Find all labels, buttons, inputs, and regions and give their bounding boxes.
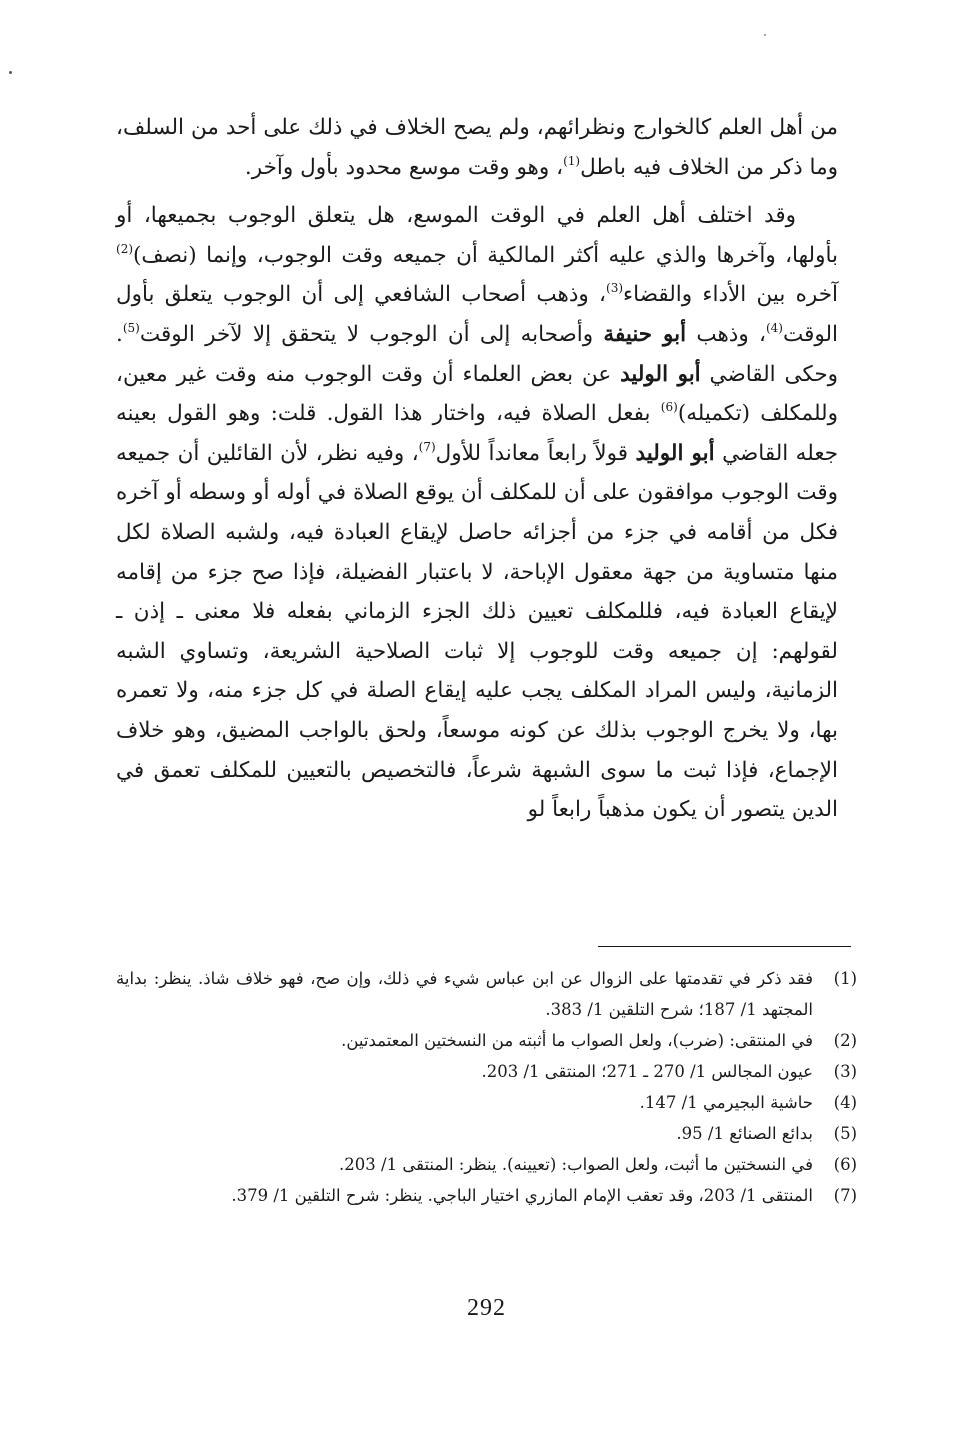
footnote-item [116,1180,857,1211]
footnote-marker: (5) [122,320,140,335]
footnote-text: بدائع الصنائع 1/ 95. [676,1124,813,1143]
footnotes-list [116,963,857,1211]
footnote-marker: (1) [563,153,581,168]
text-run: . وحكى القاضي [116,321,838,387]
text-run: ، وذهب [686,321,766,347]
footnote-number: (4) [833,1093,857,1112]
footnote-marker: (6) [660,400,678,415]
footnote-text: حاشية البجيرمي 1/ 147. [639,1093,813,1112]
footnote-item [116,1149,857,1180]
footnote-text: في النسختين ما أثبت، ولعل الصواب: (تعيينه). ينظر: المنتقى 1/ 203. [339,1155,813,1174]
footnote-item [116,963,857,1025]
text-run: وأصحابه إلى أن الوجوب لا يتحقق إلا لآخر الوقت [139,321,604,347]
footnote-text: المنتقى 1/ 203، وقد تعقب الإمام المازري اختيار الباجي. ينظر: شرح التلقين 1/ 379. [231,1186,813,1205]
footnote-item [116,1056,857,1087]
footnote-text: في المنتقى: (ضرب)، ولعل الصواب ما أثبته من النسختين المعتمدتين. [341,1031,813,1050]
text-run: بفعل الصلاة فيه، واختار هذا القول. قلت: وهو القول بعينه جعله القاضي [116,401,838,466]
footnote-marker: (3) [606,281,624,296]
text-run: قولاً رابعاً معانداً للأول [435,440,636,466]
footnote-number: (7) [833,1186,857,1205]
body-paragraph [116,196,838,830]
footnote-text: عيون المجالس 1/ 270 ـ 271؛ المنتقى 1/ 203. [481,1062,813,1081]
text-run: وقد اختلف أهل العلم في الوقت الموسع، هل يتعلق الوجوب بجميعها، أو بأولها، وآخرها والذي عليه أكثر المالكية أن جميعه وقت الوجوب، وإنما (نصف) [116,203,838,268]
body-paragraph [116,108,838,187]
footnote-item [116,1087,857,1118]
footnote-item [116,1118,857,1149]
main-text [116,108,838,830]
text-run: من أهل العلم كالخوارج ونظرائهم، ولم يصح الخلاف في ذلك على أحد من السلف، وما ذكر من الخلاف فيه باطل [116,115,838,180]
text-run: ، وفيه نظر، لأن القائلين أن جميعه وقت الوجوب موافقون على أن للمكلف أن يوقع الصلاة في أوله أو وسطه أو آخره فكل من أقامه في جزء من أجزائه حاصل لإيقاع العبادة فيه، ولشبه الصلاة لكل منها متساوية من جهة معقول الإباحة، لا باعتبار الفضيلة، فإذا صح جزء من إقامه لإيقاع العبادة فيه، فللمكلف تعيين ذلك الجزء الزماني بفعله فلا معنى ـ إذن ـ لقولهم: إن جميعه وقت للوجوب إلا ثبات الصلاحية الشريعة، وتساوي الشبه الزمانية، وليس المراد المكلف يجب عليه إيقاع الصلة في كل جزء منه، ولا تعمره بها، ولا يخرج الوجوب بذلك عن كونه موسعاً، ولحق بالواجب المضيق، وهو خلاف الإجماع، فإذا ثبت ما سوى الشبهة شرعاً، فالتخصيص بالتعيين للمكلف تعمق في الدين يتصور أن يكون مذهباً رابعاً لو [116,440,839,823]
footnote-number: (1) [833,969,857,988]
page-number: 292 [467,1295,506,1321]
text-run: ، وذهب أصحاب الشافعي إلى أن الوجوب يتعلق بأول الوقت [116,282,839,347]
footnote-item [116,1025,857,1056]
footnote-number: (6) [833,1155,857,1174]
footnote-marker: (4) [765,320,783,335]
footnote-number: (2) [833,1031,857,1050]
text-run: عن بعض العلماء أن وقت الوجوب منه وقت غير معين، وللمكلف (تكميله) [116,361,838,427]
scan-speck [9,71,12,74]
scan-speck [764,34,766,36]
footnote-number: (5) [833,1124,857,1143]
footnote-marker: (7) [418,439,436,454]
text-run: ، وهو وقت موسع محدود بأول وآخر. [244,154,564,180]
text-run: آخره بين الأداء والقضاء [623,282,839,308]
footnote-marker: (2) [116,241,134,256]
footnote-separator [598,946,851,947]
bold-name: أبو حنيفة [603,321,687,347]
bold-name: أبو الوليد [620,361,701,387]
bold-name: أبو الوليد [635,440,715,466]
footnote-number: (3) [833,1062,857,1081]
footnote-text: فقد ذكر في تقدمتها على الزوال عن ابن عباس شيء في ذلك، وإن صح، فهو خلاف شاذ. ينظر: بداية المجتهد 1/ 187؛ شرح التلقين 1/ 383. [116,969,813,1019]
